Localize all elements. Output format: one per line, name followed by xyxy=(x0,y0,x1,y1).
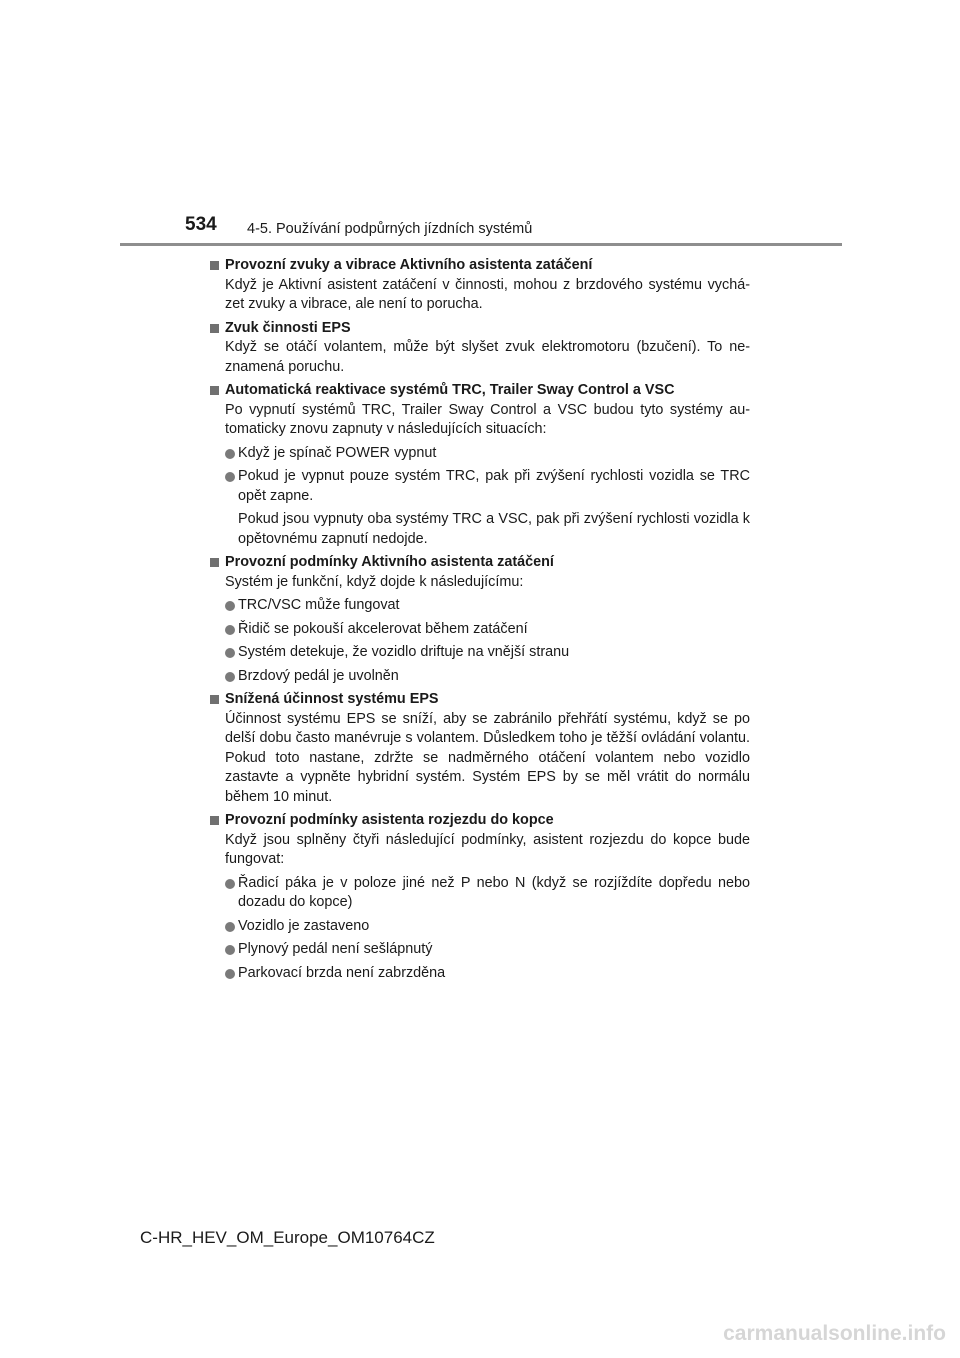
section-sounds-vibrations xyxy=(210,256,750,315)
section-eps-reduced xyxy=(210,690,750,807)
circle-bullet-icon xyxy=(225,945,235,955)
document-code: C-HR_HEV_OM_Europe_OM10764CZ xyxy=(140,1228,435,1247)
page-content xyxy=(210,256,750,987)
circle-bullet-icon xyxy=(225,969,235,979)
list-item: TRC/VSC může fungovat xyxy=(210,596,750,616)
header-divider xyxy=(120,243,842,246)
circle-bullet-icon xyxy=(225,879,235,889)
section-heading: Provozní zvuky a vibrace Aktivního asistenta zatáčení xyxy=(210,256,750,276)
square-bullet-icon xyxy=(210,386,219,395)
list-item: Systém detekuje, že vozidlo driftuje na vnější stranu xyxy=(210,643,750,663)
circle-bullet-icon xyxy=(225,601,235,611)
section-text: Když se otáčí volantem, může být slyšet zvuk elektromotoru (bzučení). To ne-znamená poruchu. xyxy=(225,339,750,375)
circle-bullet-icon xyxy=(225,625,235,635)
section-text: Po vypnutí systémů TRC, Trailer Sway Control a VSC budou tyto systémy au-tomaticky znovu zapnuty v následujících situacích: xyxy=(225,401,750,437)
list-item: Brzdový pedál je uvolněn xyxy=(210,667,750,687)
list-item: Pokud je vypnut pouze systém TRC, pak při zvýšení rychlosti vozidla se TRC opět zapne. xyxy=(210,467,750,506)
circle-bullet-icon xyxy=(225,672,235,682)
square-bullet-icon xyxy=(210,816,219,825)
section-heading: Snížená účinnost systému EPS xyxy=(210,690,750,710)
square-bullet-icon xyxy=(210,324,219,333)
section-text: Účinnost systému EPS se sníží, aby se zabránilo přehřátí systému, když se po delší dobu často manévruje s volantem. Důsledkem toho je těžší ovládání volantu. Pokud toto nastane, zdržte se nadměrného otáčení volantem nebo vozidlo zastavte a vypněte hybridní systém. Systém EPS by se měl vrátit do normálu během 10 minut. xyxy=(225,710,750,805)
square-bullet-icon xyxy=(210,695,219,704)
circle-bullet-icon xyxy=(225,449,235,459)
list-item-note: Pokud jsou vypnuty oba systémy TRC a VSC, pak při zvýšení rychlosti vozidla k opětovnému zapnutí nedojde. xyxy=(238,511,750,547)
watermark: carmanualsonline.info xyxy=(723,1322,946,1345)
section-text: Když jsou splněny čtyři následující podmínky, asistent rozjezdu do kopce bude fungovat: xyxy=(225,831,750,867)
circle-bullet-icon xyxy=(225,472,235,482)
section-heading: Zvuk činnosti EPS xyxy=(210,319,750,339)
section-eps-sound xyxy=(210,319,750,378)
square-bullet-icon xyxy=(210,558,219,567)
section-heading: Provozní podmínky Aktivního asistenta zatáčení xyxy=(210,553,750,573)
list-item: Parkovací brzda není zabrzděna xyxy=(210,964,750,984)
list-item: Řidič se pokouší akcelerovat během zatáčení xyxy=(210,620,750,640)
section-heading: Automatická reaktivace systémů TRC, Trailer Sway Control a VSC xyxy=(210,381,750,401)
page-number: 534 xyxy=(185,214,217,235)
circle-bullet-icon xyxy=(225,922,235,932)
list-item: Plynový pedál není sešlápnutý xyxy=(210,940,750,960)
section-hill-start-assist xyxy=(210,811,750,983)
list-item: Řadicí páka je v poloze jiné než P nebo N (když se rozjíždíte dopředu nebo dozadu do kopce) xyxy=(210,874,750,913)
circle-bullet-icon xyxy=(225,648,235,658)
section-auto-reactivation xyxy=(210,381,750,549)
list-item: Vozidlo je zastaveno xyxy=(210,917,750,937)
list-item: Když je spínač POWER vypnut xyxy=(210,444,750,464)
section-text: Když je Aktivní asistent zatáčení v činnosti, mohou z brzdového systému vychá-zet zvuky a vibrace, ale není to porucha. xyxy=(225,276,750,312)
section-text: Systém je funkční, když dojde k následujícímu: xyxy=(225,573,524,590)
section-heading: Provozní podmínky asistenta rozjezdu do kopce xyxy=(210,811,750,831)
square-bullet-icon xyxy=(210,261,219,270)
section-title: 4-5. Používání podpůrných jízdních systémů xyxy=(247,221,533,237)
section-steering-assist-conditions xyxy=(210,553,750,686)
